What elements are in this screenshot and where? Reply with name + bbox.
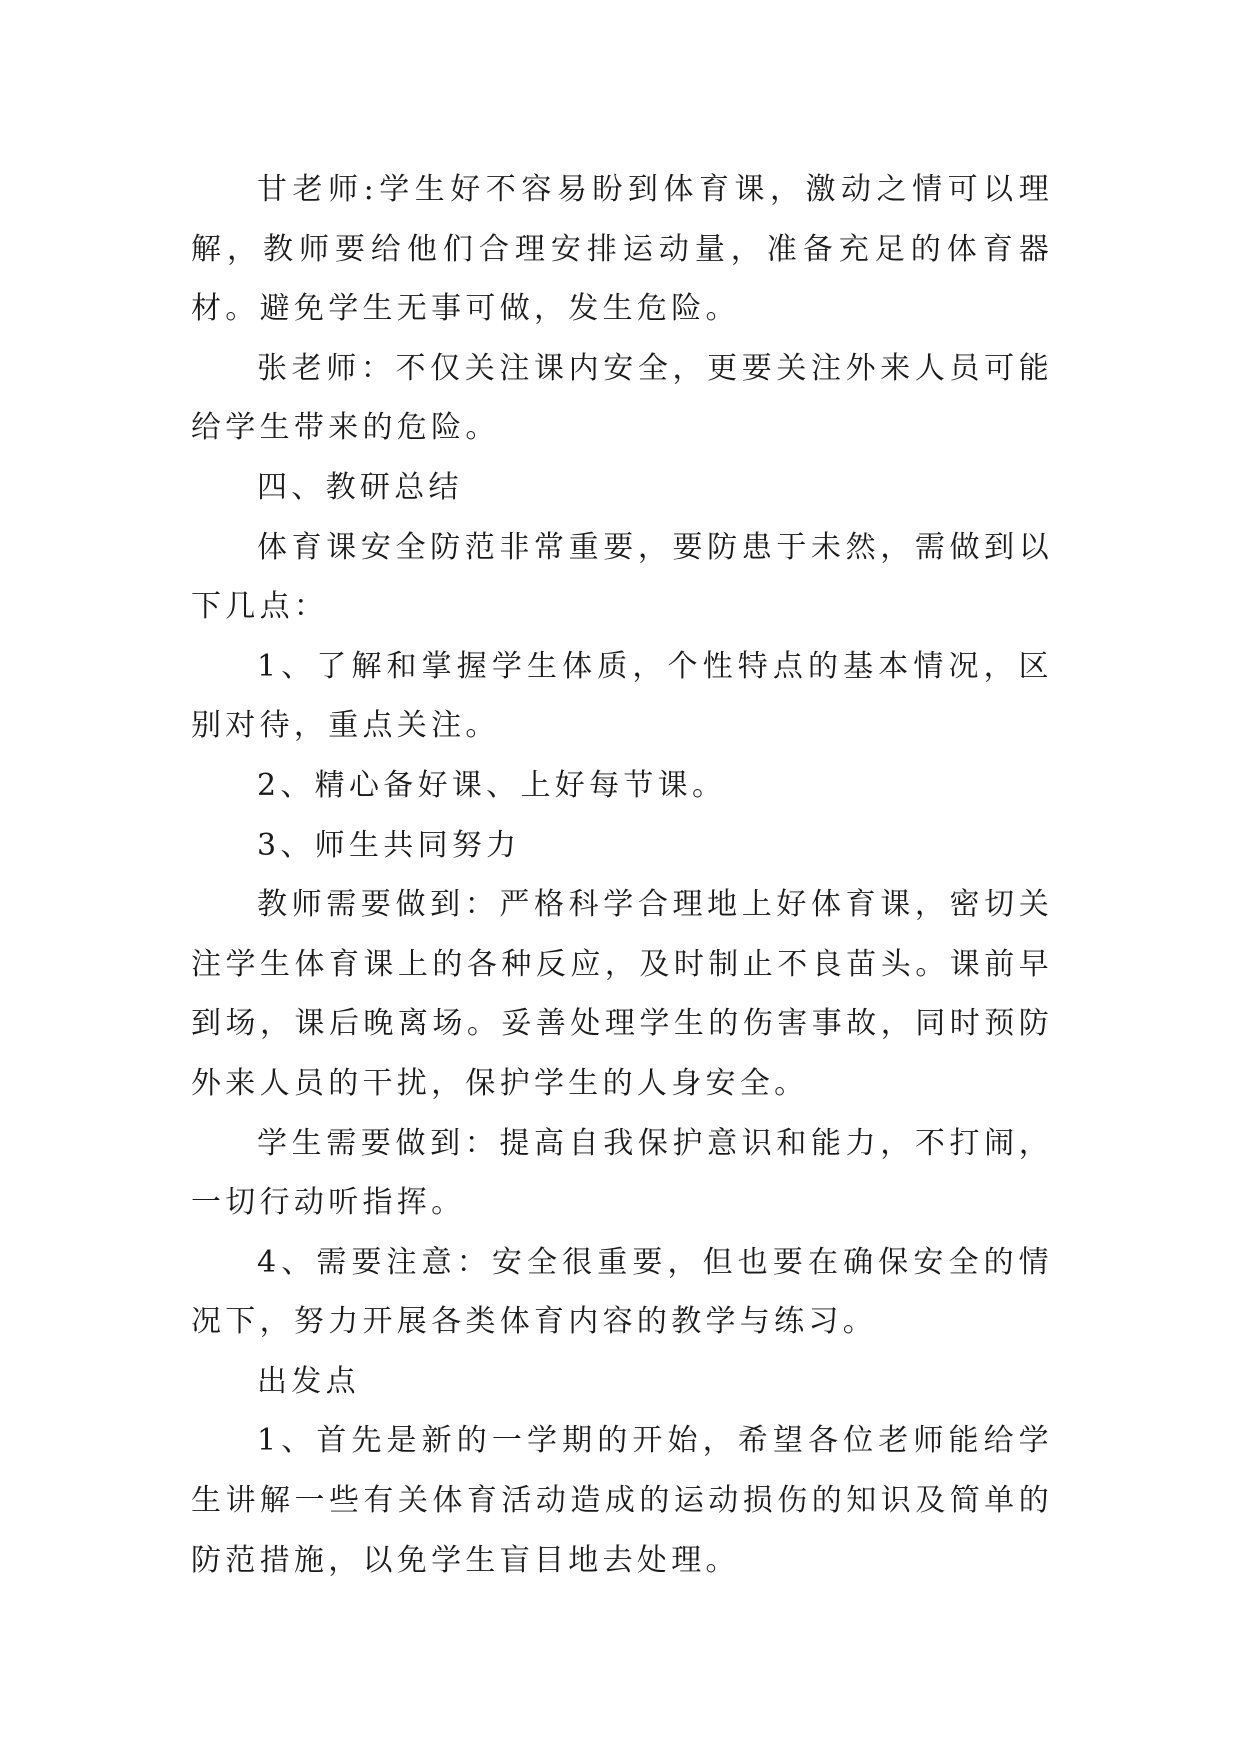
paragraph-summary-intro: 体育课安全防范非常重要，要防患于未然，需做到以下几点： bbox=[191, 529, 1053, 625]
document-body bbox=[191, 160, 1053, 1590]
paragraph-teacher-gan: 甘老师:学生好不容易盼到体育课，激动之情可以理解，教师要给他们合理安排运动量，准备充足的体育器材。避免学生无事可做，发生危险。 bbox=[191, 172, 1053, 327]
paragraph-teacher-zhang: 张老师：不仅关注课内安全，更要关注外来人员可能给学生带来的危险。 bbox=[191, 350, 1053, 446]
paragraph-student-duties: 学生需要做到：提高自我保护意识和能力，不打闹，一切行动听指挥。 bbox=[191, 1125, 1053, 1221]
list-item-2: 2、精心备好课、上好每节课。 bbox=[257, 767, 727, 803]
paragraph-teacher-duties: 教师需要做到：严格科学合理地上好体育课，密切关注学生体育课上的各种反应，及时制止不良苗头。课前早到场，课后晚离场。妥善处理学生的伤害事故，同时预防外来人员的干扰，保护学生的人身安全。 bbox=[191, 887, 1053, 1101]
section-heading-starting-point: 出发点 bbox=[257, 1363, 360, 1399]
paragraph-starting-point-1: 1、首先是新的一学期的开始，希望各位老师能给学生讲解一些有关体育活动造成的运动损伤的知识及简单的防范措施，以免学生盲目地去处理。 bbox=[191, 1423, 1053, 1578]
list-item-4: 4、需要注意：安全很重要，但也要在确保安全的情况下，努力开展各类体育内容的教学与练习。 bbox=[191, 1244, 1053, 1340]
list-item-3: 3、师生共同努力 bbox=[257, 827, 521, 863]
list-item-1: 1、了解和掌握学生体质，个性特点的基本情况，区别对待，重点关注。 bbox=[191, 648, 1053, 744]
section-heading-summary: 四、教研总结 bbox=[257, 469, 463, 505]
